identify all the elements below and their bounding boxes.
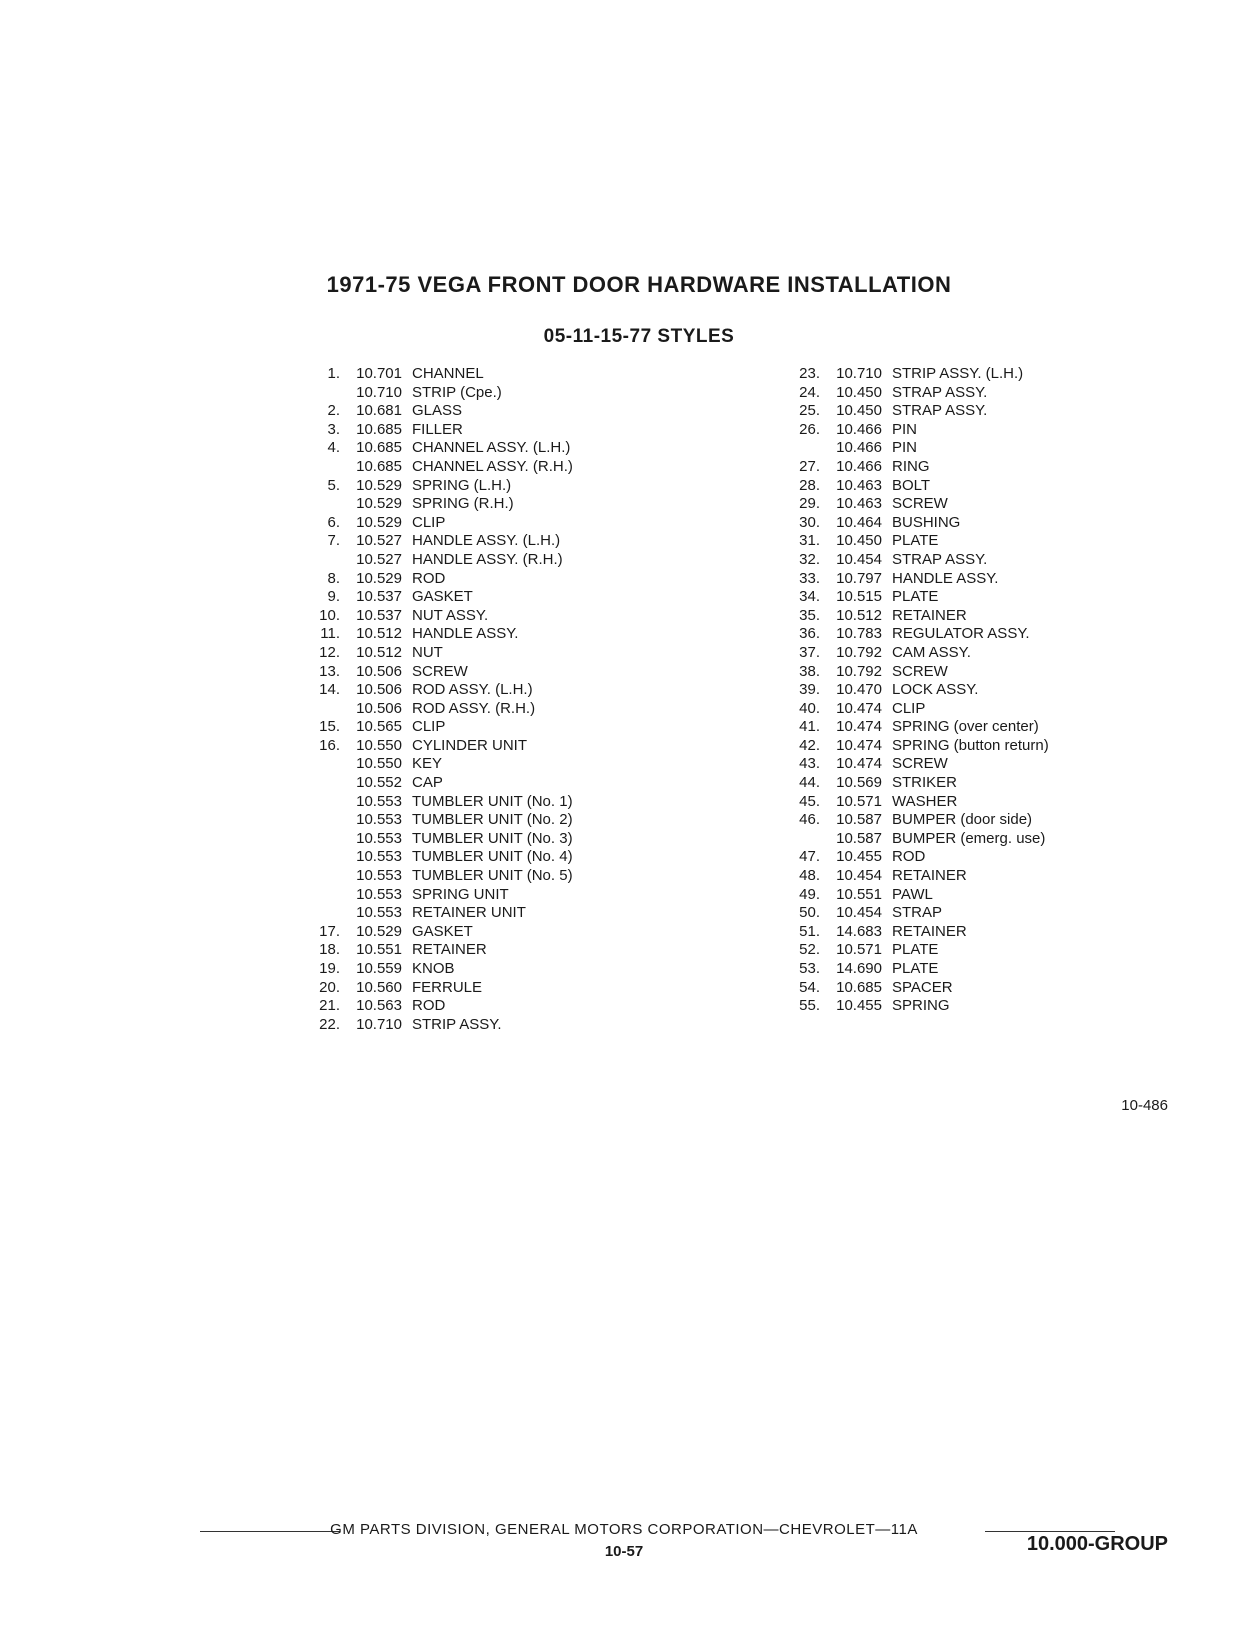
list-item — [300, 867, 660, 886]
parts-list-left — [300, 365, 660, 1034]
item-number — [300, 886, 340, 905]
list-item — [780, 644, 1140, 663]
item-number: 26. — [799, 420, 820, 438]
part-number: 10.454 — [836, 904, 882, 922]
item-number — [300, 811, 340, 830]
part-description: GASKET — [412, 588, 473, 606]
item-number: 21. — [319, 997, 340, 1015]
part-description: NUT — [412, 643, 443, 661]
list-item — [300, 737, 660, 756]
part-description: CYLINDER UNIT — [412, 736, 528, 754]
list-item — [780, 886, 1140, 905]
list-item — [780, 830, 1140, 849]
list-item — [780, 532, 1140, 551]
part-number: 10.571 — [836, 941, 882, 959]
list-item — [300, 570, 660, 589]
part-description: STRAP ASSY. — [892, 383, 988, 401]
part-number: 10.529 — [356, 569, 402, 587]
part-description: TUMBLER UNIT (No. 5) — [412, 867, 573, 885]
list-item — [300, 551, 660, 570]
item-number: 52. — [799, 941, 820, 959]
item-number: 15. — [319, 718, 340, 736]
part-description: FERRULE — [412, 978, 483, 996]
list-item — [300, 532, 660, 551]
parts-list-right — [780, 365, 1140, 1016]
item-number — [300, 458, 340, 477]
item-number: 6. — [327, 513, 340, 531]
item-number — [300, 384, 340, 403]
part-number: 10.685 — [356, 457, 402, 475]
part-description: SCREW — [892, 755, 948, 773]
item-number: 54. — [799, 978, 820, 996]
list-item — [300, 718, 660, 737]
part-description: FILLER — [412, 420, 463, 438]
part-description: RING — [892, 457, 930, 475]
item-number — [300, 867, 340, 886]
part-description: BOLT — [892, 476, 931, 494]
part-number: 10.571 — [836, 792, 882, 810]
part-number: 10.701 — [356, 365, 402, 382]
list-item — [300, 681, 660, 700]
part-description: HANDLE ASSY. — [412, 625, 519, 643]
part-description: CLIP — [892, 699, 926, 717]
part-description: KEY — [412, 755, 443, 773]
list-item — [300, 830, 660, 849]
item-number: 5. — [327, 476, 340, 494]
footer-rule-right — [985, 1531, 1115, 1532]
list-item — [300, 495, 660, 514]
part-description: TUMBLER UNIT (No. 4) — [412, 848, 573, 866]
item-number: 44. — [799, 774, 820, 792]
item-number: 16. — [319, 736, 340, 754]
part-description: BUSHING — [892, 513, 961, 531]
part-number: 10.466 — [836, 420, 882, 438]
item-number: 14. — [319, 681, 340, 699]
item-number: 51. — [799, 922, 820, 940]
item-number: 32. — [799, 550, 820, 568]
list-item — [300, 923, 660, 942]
part-number: 10.685 — [836, 978, 882, 996]
list-item — [300, 1016, 660, 1035]
item-number: 46. — [799, 811, 820, 829]
part-number: 10.450 — [836, 383, 882, 401]
list-item — [300, 625, 660, 644]
item-number: 41. — [799, 718, 820, 736]
item-number: 8. — [327, 569, 340, 587]
item-number: 31. — [799, 532, 820, 550]
list-item — [780, 941, 1140, 960]
part-description: BUMPER (door side) — [892, 811, 1033, 829]
part-number: 10.515 — [836, 588, 882, 606]
item-number — [300, 830, 340, 849]
list-item — [300, 607, 660, 626]
list-item — [300, 421, 660, 440]
list-item — [300, 402, 660, 421]
list-item — [300, 997, 660, 1016]
part-description: TUMBLER UNIT (No. 1) — [412, 792, 573, 810]
part-number: 10.710 — [836, 365, 882, 382]
part-description: CLIP — [412, 513, 446, 531]
part-description: PAWL — [892, 885, 933, 903]
part-description: STRIP (Cpe.) — [412, 383, 502, 401]
item-number: 30. — [799, 513, 820, 531]
part-description: ROD ASSY. (L.H.) — [412, 681, 533, 699]
part-number: 10.552 — [356, 774, 402, 792]
part-number: 10.563 — [356, 997, 402, 1015]
item-number — [300, 774, 340, 793]
part-number: 10.553 — [356, 867, 402, 885]
item-number — [300, 904, 340, 923]
list-item — [780, 867, 1140, 886]
list-item — [300, 365, 660, 384]
part-number: 10.529 — [356, 476, 402, 494]
part-number: 10.569 — [836, 774, 882, 792]
item-number: 55. — [799, 997, 820, 1015]
part-number: 10.463 — [836, 495, 882, 513]
part-number: 14.683 — [836, 922, 882, 940]
part-number: 10.474 — [836, 718, 882, 736]
part-number: 10.681 — [356, 402, 402, 420]
part-number: 10.506 — [356, 681, 402, 699]
part-number: 10.454 — [836, 867, 882, 885]
list-item — [300, 514, 660, 533]
part-number: 10.506 — [356, 662, 402, 680]
list-item — [780, 458, 1140, 477]
list-item — [780, 737, 1140, 756]
part-number: 10.466 — [836, 457, 882, 475]
part-number: 10.553 — [356, 904, 402, 922]
list-item — [300, 588, 660, 607]
document-number: 10-486 — [1121, 1097, 1168, 1114]
part-description: ROD — [412, 569, 446, 587]
part-number: 10.587 — [836, 829, 882, 847]
item-number: 17. — [319, 922, 340, 940]
item-number: 18. — [319, 941, 340, 959]
item-number: 50. — [799, 904, 820, 922]
part-description: TUMBLER UNIT (No. 2) — [412, 811, 573, 829]
item-number — [300, 700, 340, 719]
part-number: 10.527 — [356, 550, 402, 568]
part-description: PLATE — [892, 960, 939, 977]
part-number: 10.560 — [356, 978, 402, 996]
item-number: 11. — [320, 625, 340, 643]
list-item — [300, 904, 660, 923]
list-item — [300, 439, 660, 458]
list-item — [780, 421, 1140, 440]
item-number: 1. — [327, 365, 340, 382]
part-number: 10.792 — [836, 662, 882, 680]
item-number: 25. — [799, 402, 820, 420]
part-description: STRIP ASSY. (L.H.) — [892, 365, 1024, 382]
part-number: 10.512 — [356, 625, 402, 643]
part-description: PLATE — [892, 941, 939, 959]
part-number: 10.559 — [356, 960, 402, 977]
part-number: 10.565 — [356, 718, 402, 736]
list-item — [300, 477, 660, 496]
part-description: SCREW — [412, 662, 468, 680]
part-description: SPRING (L.H.) — [412, 476, 512, 494]
part-number: 10.685 — [356, 439, 402, 457]
list-item — [780, 960, 1140, 979]
part-number: 10.550 — [356, 736, 402, 754]
part-description: LOCK ASSY. — [892, 681, 979, 699]
item-number: 39. — [799, 681, 820, 699]
part-number: 10.450 — [836, 402, 882, 420]
part-description: KNOB — [412, 960, 455, 977]
part-number: 10.553 — [356, 792, 402, 810]
part-description: ROD — [892, 848, 926, 866]
part-description: SCREW — [892, 495, 948, 513]
part-description: SPRING UNIT — [412, 885, 509, 903]
item-number: 3. — [327, 420, 340, 438]
list-item — [300, 384, 660, 403]
list-item — [780, 365, 1140, 384]
part-number: 10.710 — [356, 383, 402, 401]
list-item — [780, 755, 1140, 774]
item-number: 13. — [319, 662, 340, 680]
list-item — [300, 811, 660, 830]
part-number: 10.470 — [836, 681, 882, 699]
part-number: 10.685 — [356, 420, 402, 438]
item-number: 12. — [319, 643, 340, 661]
part-number: 10.551 — [836, 885, 882, 903]
part-number: 10.553 — [356, 811, 402, 829]
part-description: ROD — [412, 997, 446, 1015]
list-item — [300, 755, 660, 774]
part-number: 10.455 — [836, 848, 882, 866]
part-description: HANDLE ASSY. — [892, 569, 999, 587]
part-description: CLIP — [412, 718, 446, 736]
part-description: RETAINER — [412, 941, 487, 959]
part-description: SPRING (over center) — [892, 718, 1039, 736]
list-item — [780, 718, 1140, 737]
list-item — [780, 514, 1140, 533]
item-number: 19. — [319, 960, 340, 977]
part-number: 10.529 — [356, 922, 402, 940]
list-item — [300, 886, 660, 905]
item-number — [300, 848, 340, 867]
item-number: 28. — [799, 476, 820, 494]
item-number: 34. — [799, 588, 820, 606]
part-number: 10.529 — [356, 513, 402, 531]
part-description: WASHER — [892, 792, 958, 810]
list-item — [300, 941, 660, 960]
item-number: 49. — [799, 885, 820, 903]
item-number: 38. — [799, 662, 820, 680]
part-number: 10.474 — [836, 736, 882, 754]
item-number: 40. — [799, 699, 820, 717]
list-item — [780, 625, 1140, 644]
item-number — [300, 495, 340, 514]
item-number: 33. — [799, 569, 820, 587]
item-number: 22. — [319, 1015, 340, 1033]
part-description: BUMPER (emerg. use) — [892, 829, 1046, 847]
part-number: 10.797 — [836, 569, 882, 587]
item-number: 35. — [799, 606, 820, 624]
part-description: CHANNEL ASSY. (R.H.) — [412, 457, 573, 475]
list-item — [780, 904, 1140, 923]
part-description: SPRING (button return) — [892, 736, 1049, 754]
list-item — [300, 458, 660, 477]
item-number: 48. — [799, 867, 820, 885]
part-description: RETAINER — [892, 867, 967, 885]
part-number: 10.464 — [836, 513, 882, 531]
item-number — [300, 793, 340, 812]
item-number — [300, 755, 340, 774]
part-description: RETAINER — [892, 606, 967, 624]
list-item — [300, 663, 660, 682]
part-number: 14.690 — [836, 960, 882, 977]
page-title: 1971-75 VEGA FRONT DOOR HARDWARE INSTALLATION — [326, 272, 952, 297]
item-number: 23. — [799, 365, 820, 382]
part-description: NUT ASSY. — [412, 606, 489, 624]
item-number: 27. — [799, 457, 820, 475]
item-number: 2. — [327, 402, 340, 420]
part-description: HANDLE ASSY. (R.H.) — [412, 550, 563, 568]
part-description: RETAINER UNIT — [412, 904, 526, 922]
item-number: 53. — [799, 960, 820, 977]
part-number: 10.474 — [836, 755, 882, 773]
list-item — [300, 960, 660, 979]
list-item — [780, 681, 1140, 700]
page-subtitle: 05-11-15-77 STYLES — [543, 326, 735, 347]
part-number: 10.506 — [356, 699, 402, 717]
group-label: 10.000-GROUP — [1026, 1533, 1168, 1555]
list-item — [780, 848, 1140, 867]
item-number: 20. — [319, 978, 340, 996]
part-number: 10.450 — [836, 532, 882, 550]
part-description: STRAP ASSY. — [892, 550, 988, 568]
list-item — [780, 607, 1140, 626]
part-number: 10.710 — [356, 1015, 402, 1033]
list-item — [300, 848, 660, 867]
list-item — [300, 644, 660, 663]
part-description: ROD ASSY. (R.H.) — [412, 699, 536, 717]
page-number: 10-57 — [604, 1543, 644, 1560]
list-item — [780, 439, 1140, 458]
list-item — [300, 979, 660, 998]
list-item — [780, 997, 1140, 1016]
item-number: 24. — [799, 383, 820, 401]
item-number: 29. — [799, 495, 820, 513]
list-item — [300, 793, 660, 812]
part-number: 10.783 — [836, 625, 882, 643]
part-number: 10.553 — [356, 885, 402, 903]
part-description: STRAP ASSY. — [892, 402, 988, 420]
list-item — [780, 477, 1140, 496]
part-description: TUMBLER UNIT (No. 3) — [412, 829, 573, 847]
part-description: CAP — [412, 774, 443, 792]
part-number: 10.537 — [356, 606, 402, 624]
item-number: 37. — [799, 643, 820, 661]
item-number: 4. — [327, 439, 340, 457]
part-number: 10.529 — [356, 495, 402, 513]
part-number: 10.537 — [356, 588, 402, 606]
footer-text: GM PARTS DIVISION, GENERAL MOTORS CORPORATION—CHEVROLET—11A — [330, 1521, 918, 1538]
part-number: 10.512 — [836, 606, 882, 624]
part-number: 10.512 — [356, 643, 402, 661]
item-number: 43. — [799, 755, 820, 773]
item-number: 10. — [319, 606, 340, 624]
part-description: GLASS — [412, 402, 463, 420]
part-number: 10.463 — [836, 476, 882, 494]
item-number — [780, 439, 820, 458]
part-number: 10.474 — [836, 699, 882, 717]
part-description: CHANNEL — [412, 365, 484, 382]
item-number: 9. — [327, 588, 340, 606]
part-description: CHANNEL ASSY. (L.H.) — [412, 439, 571, 457]
list-item — [780, 402, 1140, 421]
part-description: PLATE — [892, 532, 939, 550]
list-item — [780, 570, 1140, 589]
part-description: SCREW — [892, 662, 948, 680]
list-item — [780, 774, 1140, 793]
list-item — [780, 588, 1140, 607]
list-item — [780, 793, 1140, 812]
part-number: 10.551 — [356, 941, 402, 959]
part-description: STRIKER — [892, 774, 958, 792]
list-item — [780, 811, 1140, 830]
part-description: STRAP — [892, 904, 943, 922]
part-description: PLATE — [892, 588, 939, 606]
list-item — [780, 495, 1140, 514]
part-number: 10.455 — [836, 997, 882, 1015]
part-description: CAM ASSY. — [892, 643, 971, 661]
part-description: PIN — [892, 420, 918, 438]
part-description: GASKET — [412, 922, 473, 940]
part-number: 10.587 — [836, 811, 882, 829]
part-description: STRIP ASSY. — [412, 1015, 502, 1033]
item-number: 42. — [799, 736, 820, 754]
part-number: 10.550 — [356, 755, 402, 773]
part-number: 10.466 — [836, 439, 882, 457]
list-item — [780, 551, 1140, 570]
part-description: SPRING (R.H.) — [412, 495, 514, 513]
part-description: PIN — [892, 439, 918, 457]
part-description: HANDLE ASSY. (L.H.) — [412, 532, 561, 550]
part-number: 10.553 — [356, 848, 402, 866]
item-number — [300, 551, 340, 570]
part-number: 10.553 — [356, 829, 402, 847]
item-number: 47. — [799, 848, 820, 866]
list-item — [300, 700, 660, 719]
item-number — [780, 830, 820, 849]
part-number: 10.527 — [356, 532, 402, 550]
list-item — [780, 663, 1140, 682]
list-item — [780, 700, 1140, 719]
part-description: SPRING — [892, 997, 950, 1015]
part-description: RETAINER — [892, 922, 967, 940]
item-number: 36. — [799, 625, 820, 643]
list-item — [780, 923, 1140, 942]
item-number: 7. — [327, 532, 340, 550]
list-item — [780, 384, 1140, 403]
list-item — [300, 774, 660, 793]
part-number: 10.454 — [836, 550, 882, 568]
part-number: 10.792 — [836, 643, 882, 661]
part-description: SPACER — [892, 978, 953, 996]
list-item — [780, 979, 1140, 998]
item-number: 45. — [799, 792, 820, 810]
part-description: REGULATOR ASSY. — [892, 625, 1030, 643]
